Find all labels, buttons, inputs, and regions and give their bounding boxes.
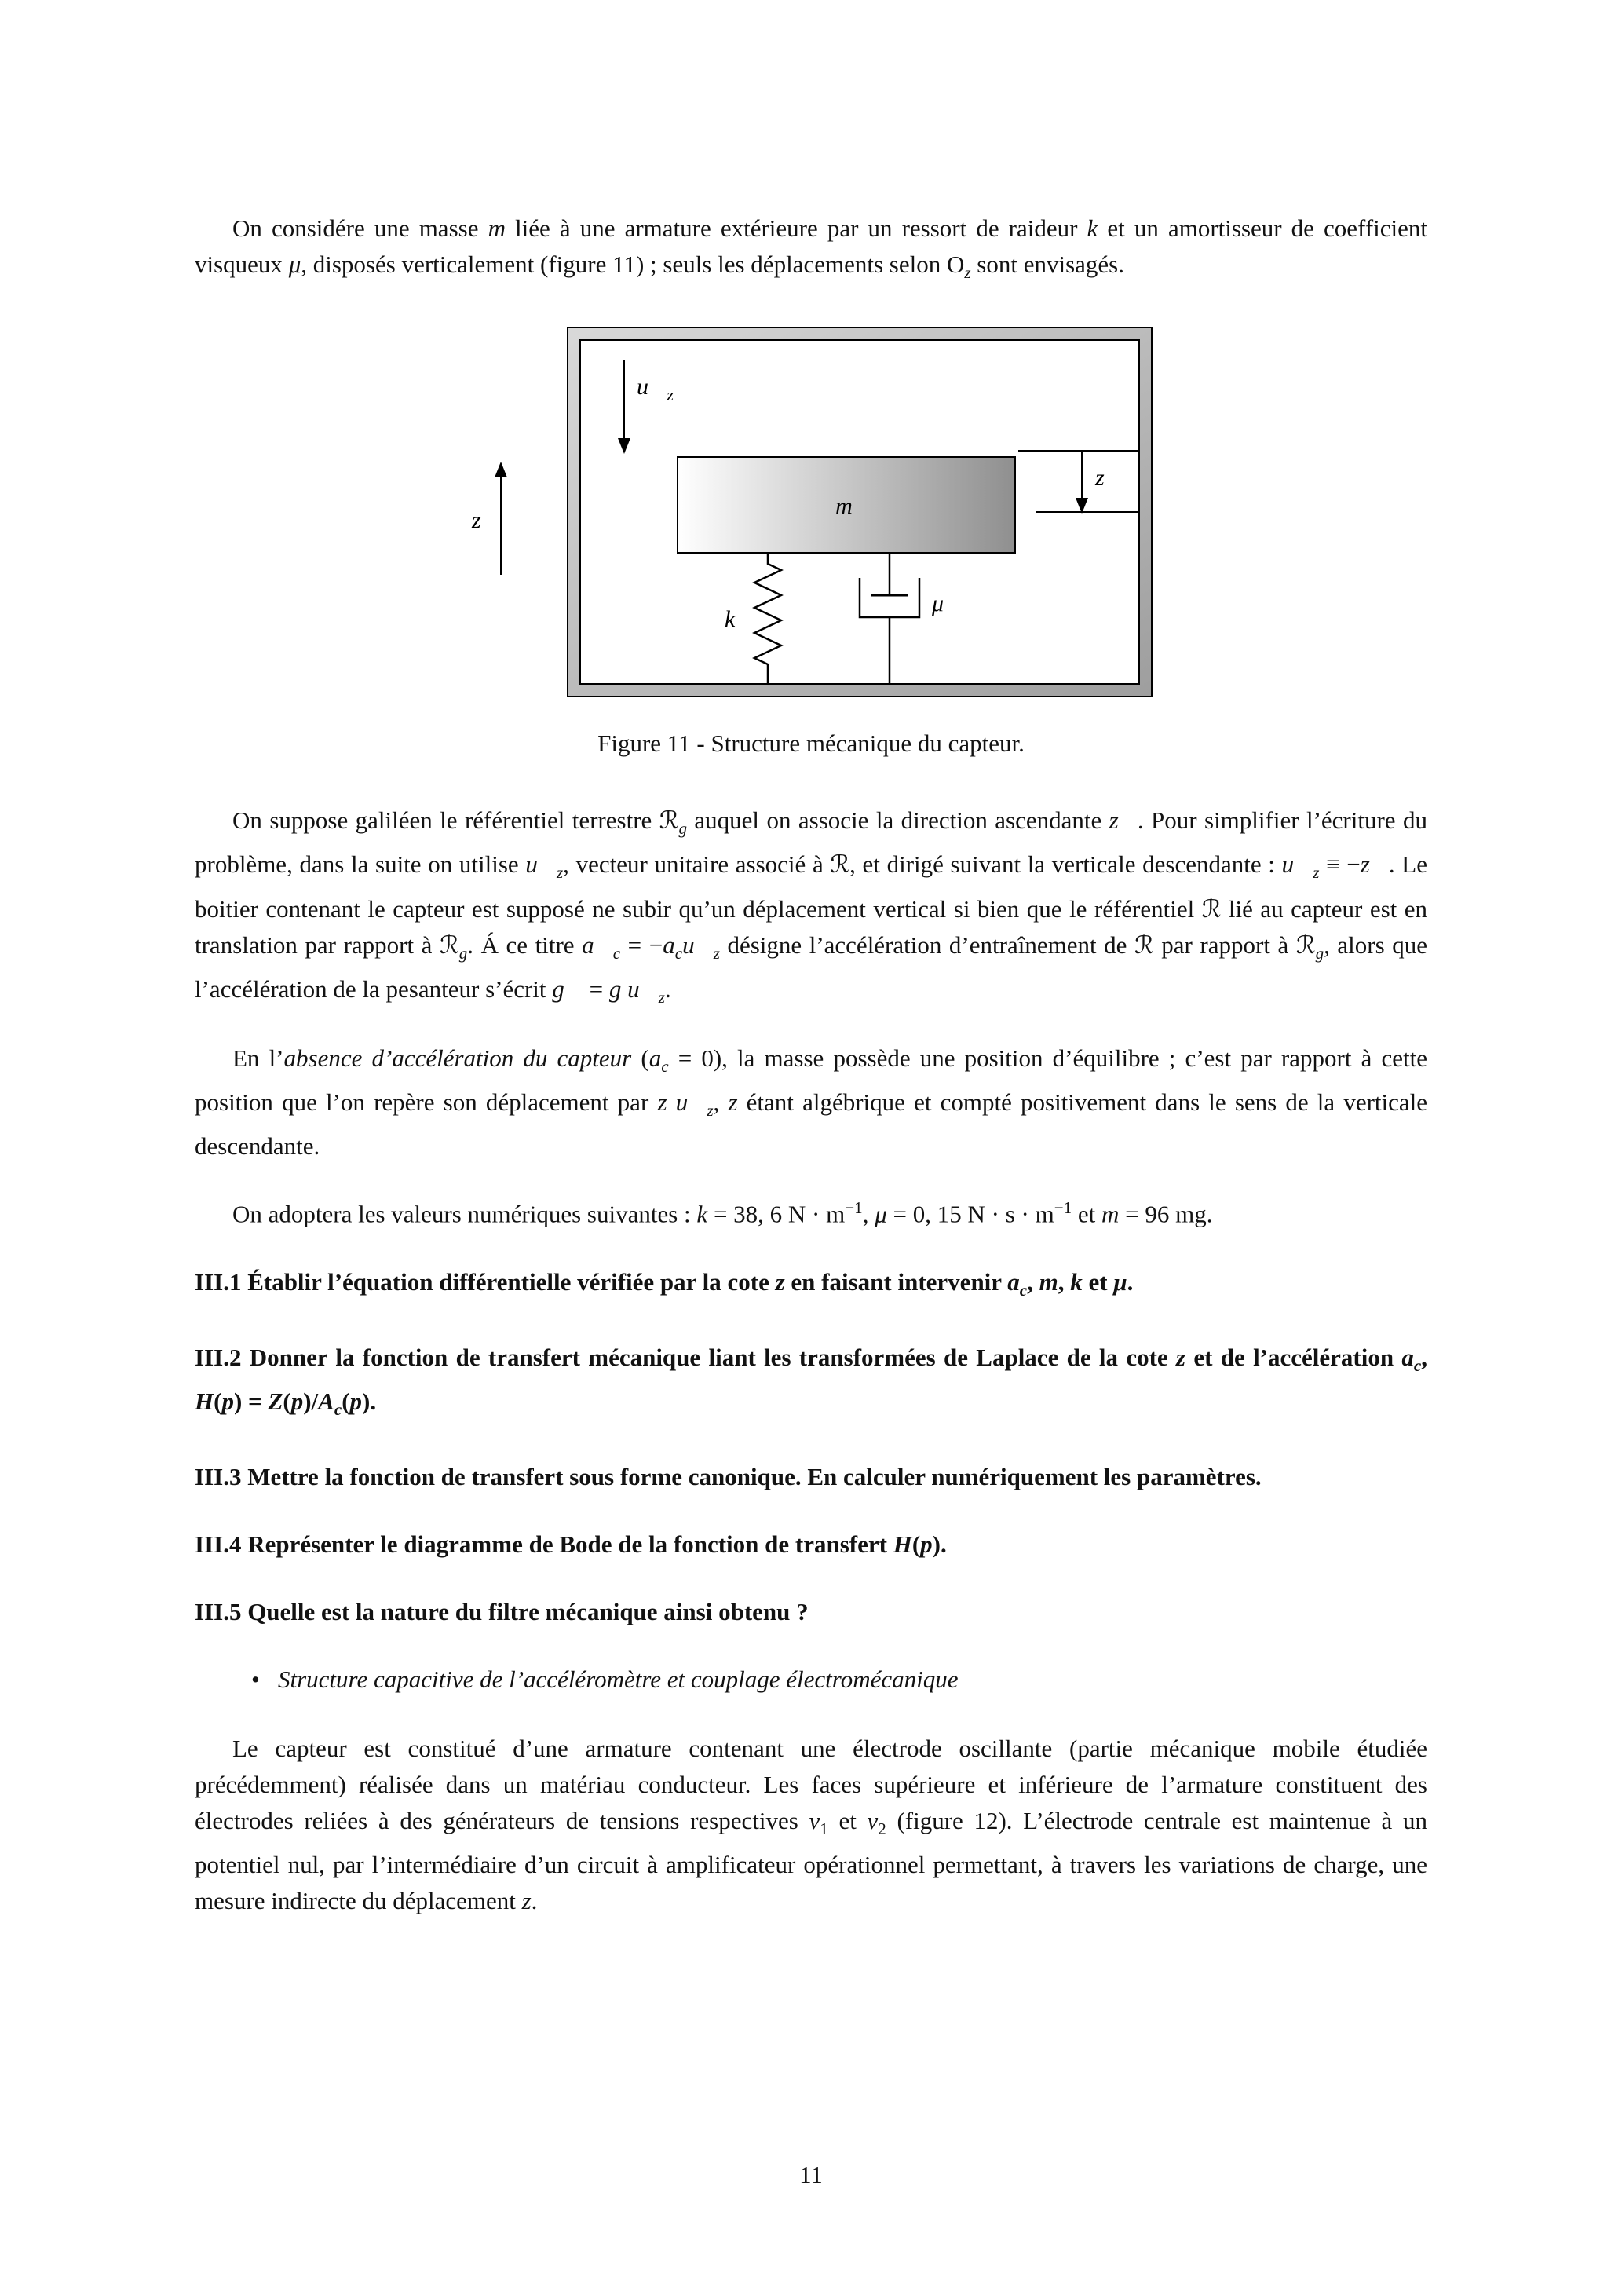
capacitive-structure-paragraph: Le capteur est constitué d’une armature contenant une électrode oscillante (partie mécanique mobile étudiée précédemment) réalisée dans un matériau conducteur. Les faces supérieure et inférieure de l’armature constituent des électrodes reliées à des générateurs de tensions respectives $v_1$ et $v_2$ (figure 12). L’électrode centrale est maintenue à un potentiel nul, par l’intermédiaire d’un circuit à amplificateur opérationnel permettant, à travers les variations de charge, une mesure indirecte du déplacement z. — [195, 1735, 1427, 1915]
damper-label: μ — [932, 590, 944, 617]
spring-label: k — [725, 606, 736, 633]
referential-paragraph: On suppose galiléen le référentiel terrestre ℛ$_g$ auquel on associe la direction ascendante z⃗. Pour simplifier l’écriture du problème, dans la suite on utilise $u⃗_z$, vecteur unitaire associé à ℛ, et dirigé suivant la verticale descendante : $u⃗_z$ ≡ −z⃗. Le boitier contenant le capteur est supposé ne subir qu’un déplacement vertical si bien que le référentiel ℛ lié au capteur est en translation par rapport à ℛ$_g$. Á ce titre $a⃗_c$ = $-a_cu⃗_z$ désigne l’accélération d’entraînement de ℛ par rapport à ℛ$_g$, alors que l’accélération de la pesanteur s’écrit g⃗ = g $u⃗_z$. — [195, 806, 1428, 1007]
question-III-2: III.2 Donner la fonction de transfert mécanique liant les transformées de Laplace de la cote z et de l’accélération $a_c$, $H(p) = Z(p)/A_c(p)$. — [195, 1343, 1427, 1420]
bullet-section-title: Structure capacitive de l’accéléromètre et couplage électromécanique — [278, 1665, 959, 1694]
z-displacement-label: z⃗ — [1095, 465, 1123, 492]
equilibrium-paragraph: En l’absence d’accélération du capteur $(a_c = 0)$, la masse possède une position d’équilibre ; c’est par rapport à cette position que l’on repère son déplacement par z $u⃗_z$, z étant algébrique et compté positivement dans le sens de la verticale descendante. — [195, 1044, 1428, 1161]
figure-11 — [195, 316, 1427, 762]
sensor-mechanical-diagram — [458, 316, 1164, 708]
section-bullet — [195, 1662, 1427, 1698]
z-ascending-label: z⃗ — [472, 507, 500, 534]
question-III-4: III.4 Représenter le diagramme de Bode de la fonction de transfert H(p). — [195, 1530, 947, 1559]
document-content — [195, 210, 1427, 1944]
mass-label: m — [835, 493, 853, 520]
page-number: 11 — [799, 2161, 823, 2188]
question-III-5: III.5 Quelle est la nature du filtre mécanique ainsi obtenu ? — [195, 1598, 809, 1626]
question-III-3: III.3 Mettre la fonction de transfert sous forme canonique. En calculer numériquement les paramètres. — [195, 1463, 1262, 1491]
numeric-values-paragraph: On adoptera les valeurs numériques suivantes : k = 38, 6 $N \cdot m^{-1}$, μ = 0, 15 $N \cdot s \cdot m^{-1}$ et m = 96 mg. — [232, 1198, 1213, 1228]
question-III-1: III.1 Établir l’équation différentielle vérifiée par la cote z en faisant intervenir $a_c$, m, k et μ. — [195, 1267, 1134, 1300]
bullet-icon: • — [251, 1665, 260, 1694]
intro-paragraph: On considére une masse m liée à une armature extérieure par un ressort de raideur k et un amortisseur de coefficient visqueux μ, disposés verticalement (figure 11) ; seuls les déplacements selon $O_z$ sont envisagés. — [195, 214, 1427, 283]
uz-axis-label: $u⃗_z$ — [637, 374, 674, 405]
figure-11-caption: Figure 11 - Structure mécanique du capteur. — [597, 729, 1025, 758]
